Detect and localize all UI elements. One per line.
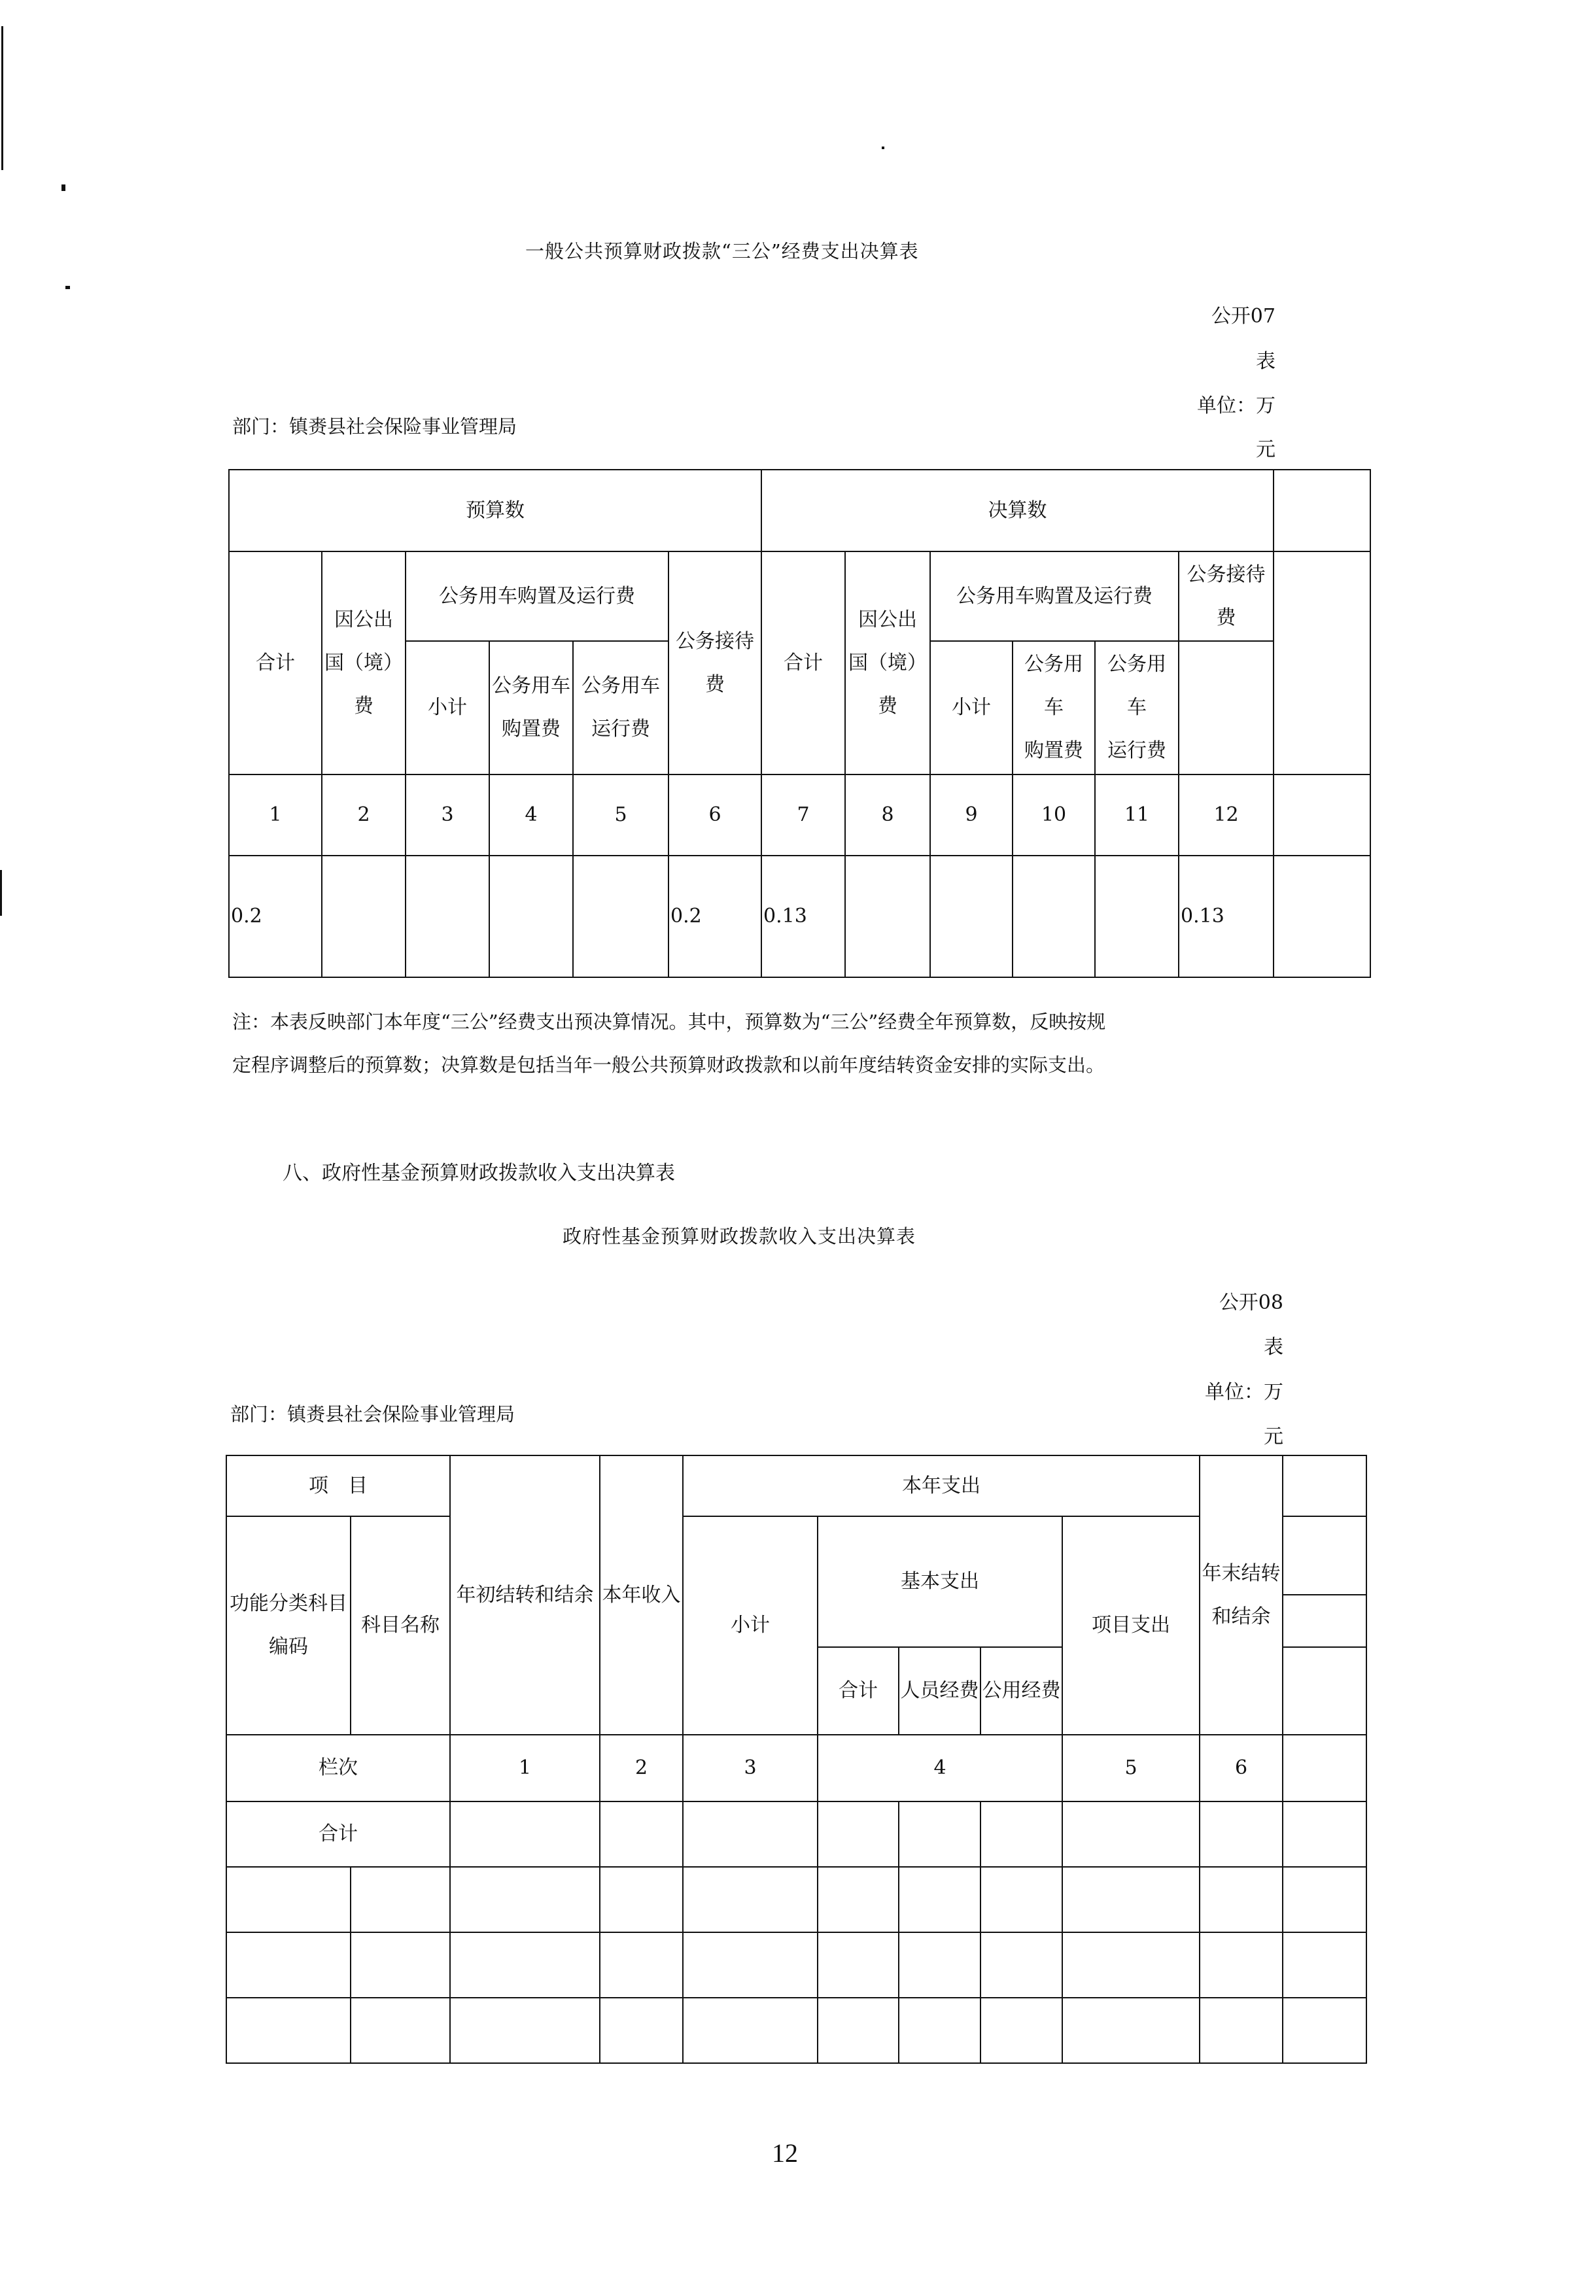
table7-budget-abroad-header xyxy=(322,551,406,774)
table8-row-no-label: 栏次 xyxy=(226,1735,450,1801)
table7-department: 部门：镇赉县社会保险事业管理局 xyxy=(232,415,517,438)
table8 xyxy=(226,1455,1367,2064)
table7-value-cell: 0.2 xyxy=(668,856,761,977)
table8-col-number: 3 xyxy=(683,1735,818,1801)
table8-basic-header: 基本支出 xyxy=(818,1516,1062,1647)
table7-final-total-header: 合计 xyxy=(761,551,845,774)
table8-total-label: 合计 xyxy=(226,1801,450,1867)
table7-column-number-row xyxy=(229,774,1370,856)
table8-item-header: 项 目 xyxy=(226,1455,450,1516)
table8-cell xyxy=(600,1801,683,1867)
table7-budget-header: 预算数 xyxy=(229,470,761,551)
table8-cell xyxy=(1200,1998,1283,2063)
table8-cell xyxy=(450,1932,600,1998)
table8-expense-header: 本年支出 xyxy=(683,1455,1200,1516)
table7-abroad-line2: 国（境） xyxy=(324,651,403,674)
table8-unit-line2: 元 xyxy=(1264,1425,1283,1448)
table7-note-line1: 注：本表反映部门本年度“三公”经费支出预决算情况。其中，预算数为“三公”经费全年预算数，反映按规 xyxy=(232,1011,1106,1033)
table8-empty-cell xyxy=(1283,1595,1366,1647)
table8-cell xyxy=(1283,1932,1366,1998)
table7-col-number: 5 xyxy=(573,774,668,856)
table8-col-number: 6 xyxy=(1200,1735,1283,1801)
table7-value-cell xyxy=(489,856,573,977)
table7-title: 一般公共预算财政拨款“三公”经费支出决算表 xyxy=(525,240,919,262)
table8-cell xyxy=(226,1867,351,1932)
table7-col-number: 8 xyxy=(845,774,930,856)
table7-abroad-line1: 因公出 xyxy=(334,608,393,631)
table8-cell xyxy=(1062,1801,1200,1867)
table8-empty-cell xyxy=(1283,1455,1366,1516)
table8-cell xyxy=(683,1801,818,1867)
table8-total-row xyxy=(226,1801,1366,1867)
table8-cell xyxy=(600,1867,683,1932)
table8-cell xyxy=(1062,1867,1200,1932)
table8-cell xyxy=(351,1998,450,2063)
table7-col-number: 4 xyxy=(489,774,573,856)
table7-car-run-line1: 公务用 xyxy=(1107,653,1167,676)
table8-cell xyxy=(450,1867,600,1932)
table8-cell xyxy=(980,1867,1062,1932)
table8-cell xyxy=(818,1932,899,1998)
table8-col-number: 1 xyxy=(450,1735,600,1801)
table7-budget-subtotal-header: 小计 xyxy=(406,641,489,774)
table7-value-cell: 0.13 xyxy=(1179,856,1274,977)
table8-row xyxy=(226,1998,1366,2063)
table7-value-cell xyxy=(930,856,1013,977)
table8-subtotal-header: 小计 xyxy=(683,1516,818,1735)
table8-income-header: 本年收入 xyxy=(600,1455,683,1735)
table7-budget-car-purchase-header: 公务用车购置费 xyxy=(489,641,573,774)
table7-values-row xyxy=(229,856,1370,977)
table7-col-number: 1 xyxy=(229,774,322,856)
table7-car-run-line2: 车 xyxy=(1127,696,1147,719)
table7-unit-line1: 单位：万 xyxy=(1197,394,1275,417)
table8-cell xyxy=(226,1932,351,1998)
page-number: 12 xyxy=(772,2138,798,2168)
table7-value-cell xyxy=(845,856,930,977)
table7-value-cell: 0.2 xyxy=(229,856,322,977)
table8-cell xyxy=(1283,1867,1366,1932)
table8-cell xyxy=(600,1932,683,1998)
table8-end-balance-header: 年末结转和结余 xyxy=(1200,1455,1283,1735)
table7-final-car-header: 公务用车购置及运行费 xyxy=(930,551,1179,641)
table7-car-run-line3: 运行费 xyxy=(1107,739,1167,762)
table7-budget-reception-header: 公务接待费 xyxy=(668,551,761,774)
table7-abroad-line2: 国（境） xyxy=(848,651,928,674)
table7-note-line2: 定程序调整后的预算数；决算数是包括当年一般公共预算财政拨款和以前年度结转资金安排的实际支出。 xyxy=(232,1054,1105,1076)
table8-row xyxy=(226,1932,1366,1998)
table7-final-header: 决算数 xyxy=(761,470,1274,551)
table8-cell xyxy=(1200,1932,1283,1998)
table8-header-row-2 xyxy=(226,1516,1366,1595)
table8-cell xyxy=(1062,1932,1200,1998)
table8-cell xyxy=(980,1801,1062,1867)
table8-row xyxy=(226,1867,1366,1932)
table8-cell xyxy=(899,1932,980,1998)
table8-code-line2: 表 xyxy=(1264,1336,1283,1359)
table7-unit-line2: 元 xyxy=(1256,438,1275,461)
table8-unit-line1: 单位：万 xyxy=(1205,1381,1283,1404)
table8-row-number-row xyxy=(226,1735,1366,1801)
table7-car-purchase-line1: 公务用 xyxy=(1024,653,1084,676)
table8-cell xyxy=(1200,1801,1283,1867)
table8-empty-cell xyxy=(1283,1516,1366,1595)
table8-cell xyxy=(683,1867,818,1932)
table7-col-number: 7 xyxy=(761,774,845,856)
table8-cell xyxy=(818,1998,899,2063)
table7-empty-cell xyxy=(1274,470,1370,551)
table8-cell xyxy=(899,1801,980,1867)
table7-budget-car-header: 公务用车购置及运行费 xyxy=(406,551,668,641)
table8-empty-cell xyxy=(1283,1735,1366,1801)
scan-dot xyxy=(882,147,884,149)
table7-budget-car-run-header: 公务用车运行费 xyxy=(573,641,668,774)
table7-car-purchase-line3: 购置费 xyxy=(1024,739,1084,762)
table8-cell xyxy=(226,1998,351,2063)
table7-final-reception-header: 公务接待费 xyxy=(1179,551,1274,641)
table7-col-number: 10 xyxy=(1013,774,1095,856)
table8-project-header: 项目支出 xyxy=(1062,1516,1200,1735)
table8-personnel-header: 人员经费 xyxy=(899,1647,980,1735)
table8-cell xyxy=(1200,1867,1283,1932)
table7-col-number: 6 xyxy=(668,774,761,856)
section8-heading: 八、政府性基金预算财政拨款收入支出决算表 xyxy=(283,1162,675,1185)
table7-budget-total-header: 合计 xyxy=(229,551,322,774)
table8-title: 政府性基金预算财政拨款收入支出决算表 xyxy=(563,1225,916,1247)
table7-header-row-2 xyxy=(229,551,1370,641)
table8-cell xyxy=(899,1998,980,2063)
table8-public-header: 公用经费 xyxy=(980,1647,1062,1735)
table8-cell xyxy=(683,1998,818,2063)
table8-cell xyxy=(600,1998,683,2063)
table8-cell xyxy=(818,1801,899,1867)
table7-final-abroad-header xyxy=(845,551,930,774)
table8-basic-total-header: 合计 xyxy=(818,1647,899,1735)
scan-mark xyxy=(0,870,2,916)
table7-abroad-line3: 费 xyxy=(878,694,898,718)
table8-header-row-1 xyxy=(226,1455,1366,1516)
table7-car-purchase-line2: 车 xyxy=(1044,696,1064,719)
table7-final-car-purchase-header xyxy=(1013,641,1095,774)
table7-empty-cell xyxy=(1274,551,1370,774)
table7-value-cell xyxy=(322,856,406,977)
table7-empty-cell xyxy=(1274,774,1370,856)
table8-cell xyxy=(450,1801,600,1867)
table7-value-cell xyxy=(1013,856,1095,977)
table7-abroad-line3: 费 xyxy=(354,694,373,718)
table8-cell xyxy=(683,1932,818,1998)
table7-col-number: 3 xyxy=(406,774,489,856)
table8-department: 部门：镇赉县社会保险事业管理局 xyxy=(230,1403,515,1425)
table7-value-cell xyxy=(406,856,489,977)
table7-final-subtotal-header: 小计 xyxy=(930,641,1013,774)
table8-cell xyxy=(1283,1801,1366,1867)
table8-cell xyxy=(351,1867,450,1932)
table7-col-number: 11 xyxy=(1095,774,1179,856)
table7-empty-cell xyxy=(1179,641,1274,774)
table8-col-number: 2 xyxy=(600,1735,683,1801)
table7-abroad-line1: 因公出 xyxy=(858,608,918,631)
table7-col-number: 2 xyxy=(322,774,406,856)
table7-col-number: 9 xyxy=(930,774,1013,856)
table8-col-number: 4 xyxy=(818,1735,1062,1801)
table7-empty-cell xyxy=(1274,856,1370,977)
table7-value-cell: 0.13 xyxy=(761,856,845,977)
scan-mark xyxy=(1,26,3,170)
table8-subject-name-header: 科目名称 xyxy=(351,1516,450,1735)
table8-cell xyxy=(1062,1998,1200,2063)
table8-cell xyxy=(450,1998,600,2063)
table7-value-cell xyxy=(1095,856,1179,977)
table7-group-header-row xyxy=(229,470,1370,551)
table8-cell xyxy=(351,1932,450,1998)
table7-col-number: 12 xyxy=(1179,774,1274,856)
table7-final-car-run-header xyxy=(1095,641,1179,774)
table7-value-cell xyxy=(573,856,668,977)
table8-col-number: 5 xyxy=(1062,1735,1200,1801)
table8-func-code-header: 功能分类科目编码 xyxy=(226,1516,351,1735)
table7-code-line1: 公开07 xyxy=(1211,305,1275,328)
table8-cell xyxy=(980,1998,1062,2063)
scan-dot xyxy=(65,286,70,289)
table8-cell xyxy=(899,1867,980,1932)
scan-dot xyxy=(61,184,65,191)
table8-cell xyxy=(818,1867,899,1932)
table8-empty-cell xyxy=(1283,1647,1366,1735)
table8-begin-balance-header: 年初结转和结余 xyxy=(450,1455,600,1735)
table8-code-line1: 公开08 xyxy=(1219,1291,1283,1314)
table8-cell xyxy=(980,1932,1062,1998)
table7 xyxy=(228,469,1371,978)
table7-code-line2: 表 xyxy=(1256,350,1275,373)
table8-cell xyxy=(1283,1998,1366,2063)
